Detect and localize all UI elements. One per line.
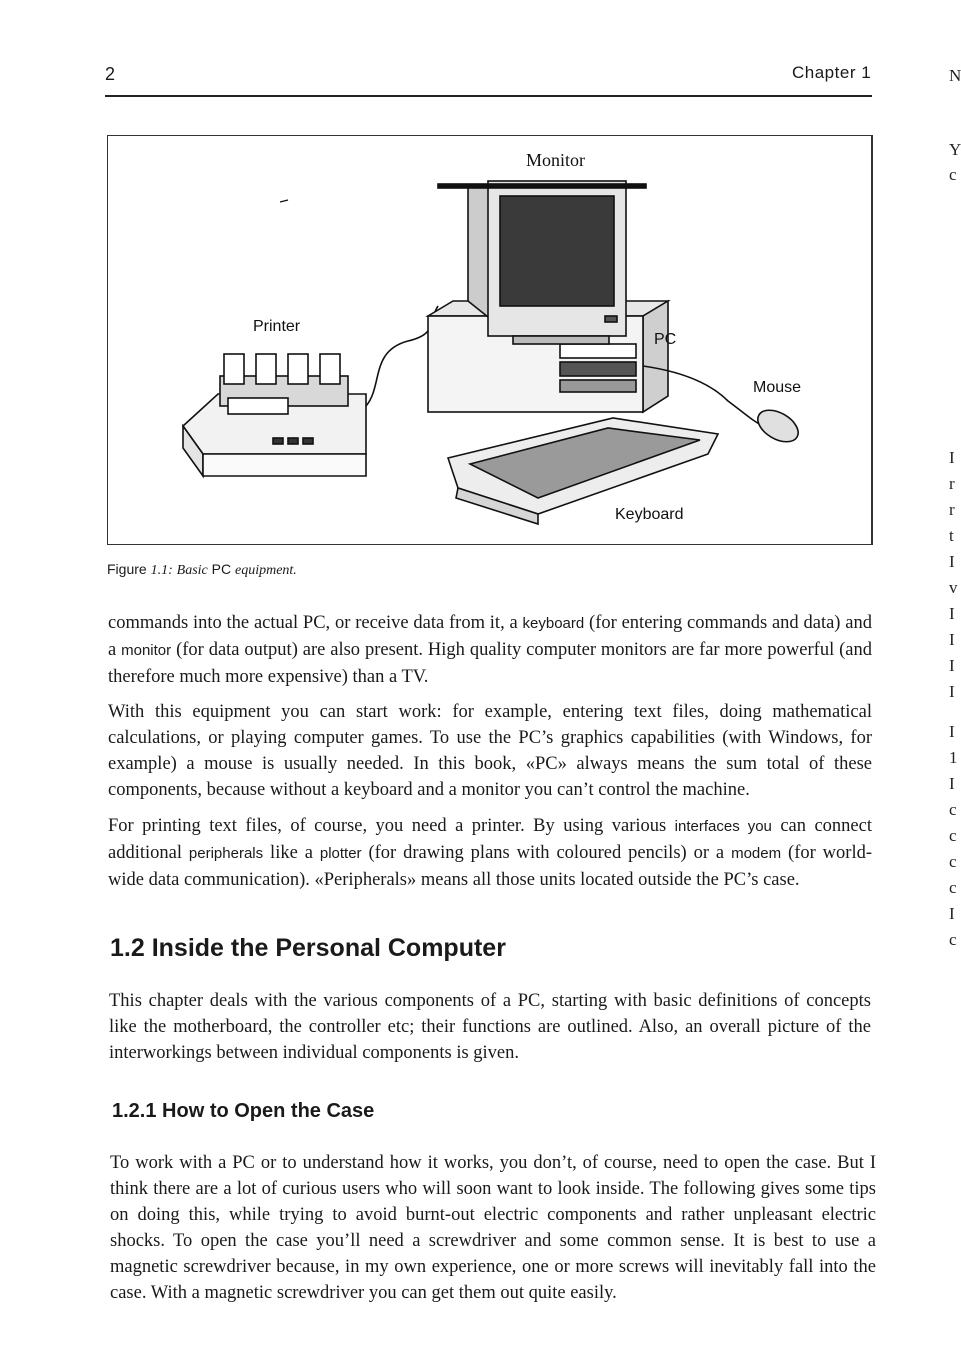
- pc-equipment-illustration: [108, 136, 874, 546]
- edge-fragment: v: [949, 578, 958, 597]
- paragraph-1: [108, 610, 872, 690]
- figure-caption: [107, 561, 297, 579]
- edge-fragment: I: [949, 630, 955, 649]
- paragraph-2: With this equipment you can start work: for example, entering text files, doing mathematical calculations, or playing computer games. To use the PC’s graphics capabilities (with Windows, for example) a mouse is usually needed. In this book, «PC» always means the sum total of these components, because without a keyboard and a monitor you can’t control the machine.: [108, 702, 872, 800]
- figure-label-printer: Printer: [253, 318, 301, 335]
- caption-equipment: equipment.: [234, 563, 297, 578]
- term-keyboard: keyboard: [522, 615, 585, 632]
- edge-fragment: 1: [949, 748, 958, 767]
- edge-fragment: I: [949, 774, 955, 793]
- page-number: 2: [105, 64, 116, 84]
- edge-fragment: t: [949, 526, 954, 545]
- figure-label-keyboard: Keyboard: [615, 506, 684, 523]
- edge-fragment: r: [949, 474, 955, 493]
- edge-fragment: I: [949, 682, 955, 701]
- figure-pc-equipment: [107, 135, 873, 545]
- term-plotter: plotter: [319, 845, 362, 862]
- section-intro: This chapter deals with the various components of a PC, starting with basic definitions of concepts like the motherboard, the controller etc; their functions are outlined. Also, an overall picture of the interworkings between individual components is given.: [109, 991, 871, 1063]
- running-head: Chapter 1: [792, 63, 872, 82]
- edge-fragment: c: [949, 165, 957, 184]
- paragraph-3: [108, 813, 872, 893]
- edge-fragment: I: [949, 448, 955, 467]
- edge-fragment: I: [949, 904, 955, 923]
- edge-fragment: c: [949, 930, 957, 949]
- section-heading: 1.2 Inside the Personal Computer: [110, 934, 506, 962]
- p3-text-d: (for drawing plans with coloured pencils) or a: [361, 843, 732, 863]
- subsection-heading: 1.2.1 How to Open the Case: [112, 1100, 375, 1122]
- edge-fragment: c: [949, 826, 957, 845]
- caption-prefix: Figure: [107, 561, 147, 577]
- term-interfaces: interfaces you: [674, 818, 772, 835]
- edge-fragment: c: [949, 800, 957, 819]
- edge-fragment: Y: [949, 140, 961, 159]
- edge-fragment: N: [949, 66, 961, 85]
- edge-fragment: I: [949, 656, 955, 675]
- p3-text-a: For printing text files, of course, you need a printer. By using various: [108, 816, 675, 836]
- edge-fragment: I: [949, 552, 955, 571]
- p1-text-c: (for data output) are also present. High quality computer monitors are far more powerful (and therefore much more expensive) than a TV.: [108, 640, 872, 687]
- figure-label-pc: PC: [654, 331, 677, 348]
- term-peripherals: peripherals: [188, 845, 264, 862]
- p3-text-e: (for world-wide data communication). «Peripherals» means all those units located outside the PC’s case.: [108, 843, 873, 890]
- caption-number: 1.1:: [150, 563, 173, 578]
- mouse-drawing: [752, 404, 803, 449]
- caption-basic: Basic: [176, 563, 208, 578]
- term-monitor: monitor: [121, 642, 172, 659]
- edge-fragment: c: [949, 878, 957, 897]
- edge-fragment: r: [949, 500, 955, 519]
- p3-text-c: like a: [263, 843, 320, 863]
- figure-label-monitor: Monitor: [526, 150, 586, 170]
- caption-pc: PC: [211, 561, 232, 577]
- header-rule: [105, 95, 872, 97]
- edge-fragment: I: [949, 604, 955, 623]
- p3-text-b: can connect additional: [108, 816, 872, 863]
- adjacent-page-edge: [946, 0, 960, 1357]
- edge-fragment: I: [949, 722, 955, 741]
- printer-drawing: [183, 354, 366, 476]
- p1-text-b: (for entering commands and data) and a: [108, 613, 872, 660]
- subsection-body: To work with a PC or to understand how it works, you don’t, of course, need to open the case. But I think there are a lot of curious users who will soon want to look inside. The following gives some tips on doing this, while trying to avoid burnt-out electric components and rather unpleasant electric shocks. To open the case you’ll need a screwdriver and some common sense. It is best to use a magnetic screwdriver because, in my own experience, one or more screws will inevitably fall into the case. With a magnetic screwdriver you can get them out quite easily.: [110, 1153, 876, 1303]
- edge-fragment: c: [949, 852, 957, 871]
- figure-label-mouse: Mouse: [753, 379, 802, 396]
- term-modem: modem: [731, 845, 782, 862]
- p1-text-a: commands into the actual PC, or receive data from it, a: [108, 613, 523, 633]
